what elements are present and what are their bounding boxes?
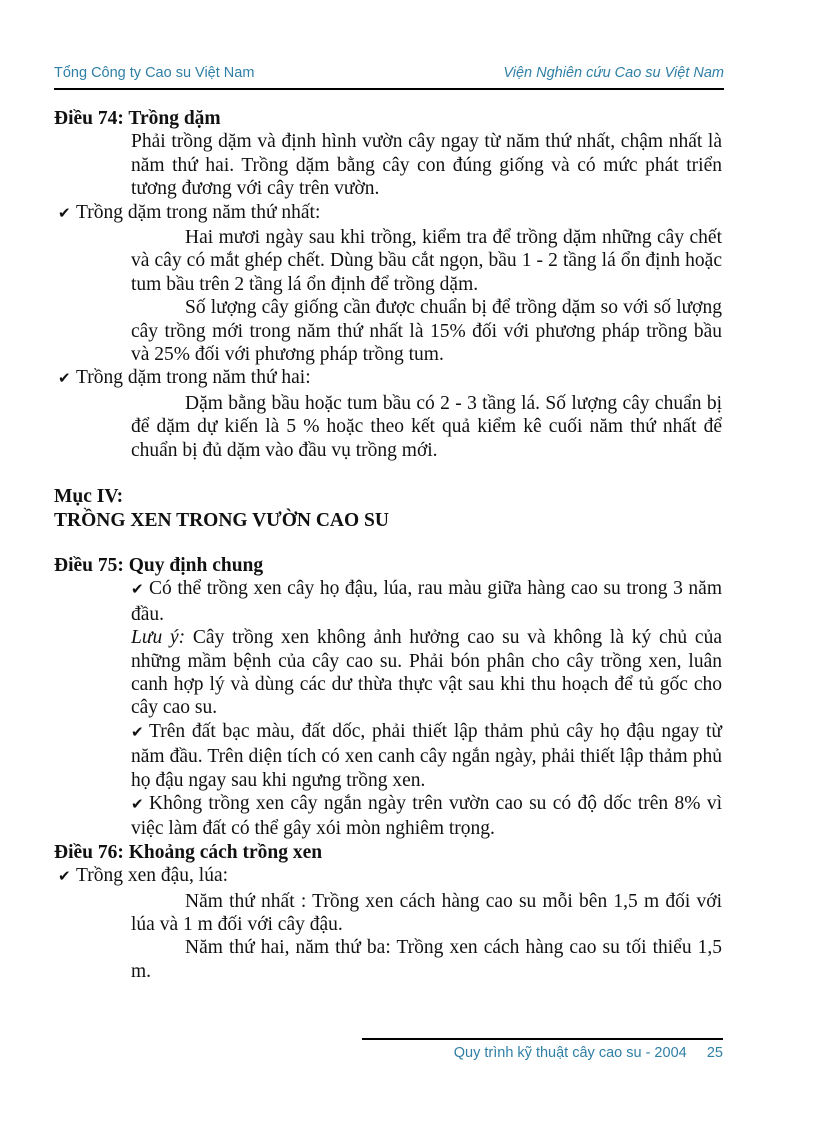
article-75-b3 (131, 792, 722, 841)
bullet-text: Có thể trồng xen cây họ đậu, lúa, rau màu giữa hàng cao su trong 3 năm đầu. (131, 578, 722, 625)
article-75-b1 (131, 577, 722, 626)
article-75-b2 (131, 720, 722, 792)
article-76-title: Điều 76: Khoảng cách trồng xen (54, 841, 323, 863)
page-footer (362, 1038, 723, 1061)
check-icon: ✔ (58, 205, 71, 222)
bullet-text: Trên đất bạc màu, đất dốc, phải thiết lập thảm phủ cây họ đậu ngay từ năm đầu. Trên diện tích có xen canh cây ngắn ngày, phải thiết lập thảm phủ họ đậu ngay sau khi ngưng trồng xen. (131, 720, 722, 791)
check-icon: ✔ (131, 724, 144, 741)
article-74-year1-p2: Số lượng cây giống cần được chuẩn bị để trồng dặm so với số lượng cây trồng mới trong năm thứ nhất là 15% đối với phương pháp trồng bầu và 25% đối với phương pháp trồng tum. (131, 297, 722, 366)
article-76-p2: Năm thứ hai, năm thứ ba: Trồng xen cách hàng cao su tối thiểu 1,5 m. (131, 937, 722, 982)
article-74-intro: Phải trồng dặm và định hình vườn cây ngay từ năm thứ nhất, chậm nhất là năm thứ hai. Trồng dặm bằng cây con đúng giống và có mức phát triển tương đương với cây trên vườn. (131, 131, 722, 200)
check-icon: ✔ (58, 371, 71, 388)
article-76-p1: Năm thứ nhất : Trồng xen cách hàng cao su mỗi bên 1,5 m đối với lúa và 1 m đối với cây đậu. (131, 890, 722, 935)
article-74-year1 (58, 201, 722, 226)
check-icon: ✔ (58, 869, 71, 886)
bullet-label: Trồng dặm trong năm thứ nhất: (76, 201, 321, 223)
article-74-title: Điều 74: Trồng dặm (54, 108, 221, 129)
article-74-year1-p1: Hai mươi ngày sau khi trồng, kiểm tra để trồng dặm những cây chết và cây có mắt ghép chết. Dùng bầu cắt ngọn, bầu 1 - 2 tầng lá ổn định hoặc tum bầu trên 2 tầng lá ổn định để trồng dặm. (131, 227, 722, 295)
footer-title: Quy trình kỹ thuật cây cao su - 2004 (453, 1045, 687, 1061)
article-76-b1 (58, 864, 722, 889)
page-header (54, 64, 724, 90)
article-75-note (131, 626, 722, 720)
check-icon: ✔ (131, 582, 144, 599)
note-label: Lưu ý: (131, 627, 186, 649)
check-icon: ✔ (131, 796, 144, 813)
bullet-label: Trồng dặm trong năm thứ hai: (76, 367, 311, 389)
bullet-text: Trồng xen đậu, lúa: (76, 865, 229, 887)
section-iv-title: TRỒNG XEN TRONG VƯỜN CAO SU (54, 509, 389, 531)
section-iv-label: Mục IV: (54, 486, 124, 508)
article-75-title: Điều 75: Quy định chung (54, 554, 264, 576)
article-74-year2-p1: Dặm bằng bầu hoặc tum bầu có 2 - 3 tầng lá. Số lượng cây chuẩn bị để dặm dự kiến là 5 % hoặc theo kết quả kiểm kê cuối năm thứ nhất để chuẩn bị đủ dặm vào đầu vụ trồng mới. (131, 392, 722, 461)
article-74-year2 (58, 366, 722, 391)
document-body (54, 107, 722, 983)
header-institute: Viện Nghiên cứu Cao su Việt Nam (503, 65, 724, 81)
note-text: Cây trồng xen không ảnh hưởng cao su và không là ký chủ của những mầm bệnh của cây cao su. Phải bón phân cho cây trồng xen, luân canh hợp lý và dùng các dư thừa thực vật sau khi thu hoạch để tủ gốc cho cây cao su. (131, 627, 722, 719)
header-organization: Tổng Công ty Cao su Việt Nam (54, 65, 255, 81)
bullet-text: Không trồng xen cây ngắn ngày trên vườn cao su có độ dốc trên 8% vì việc làm đất có thể gây xói mòn nghiêm trọng. (131, 792, 722, 840)
page-number: 25 (706, 1045, 723, 1061)
